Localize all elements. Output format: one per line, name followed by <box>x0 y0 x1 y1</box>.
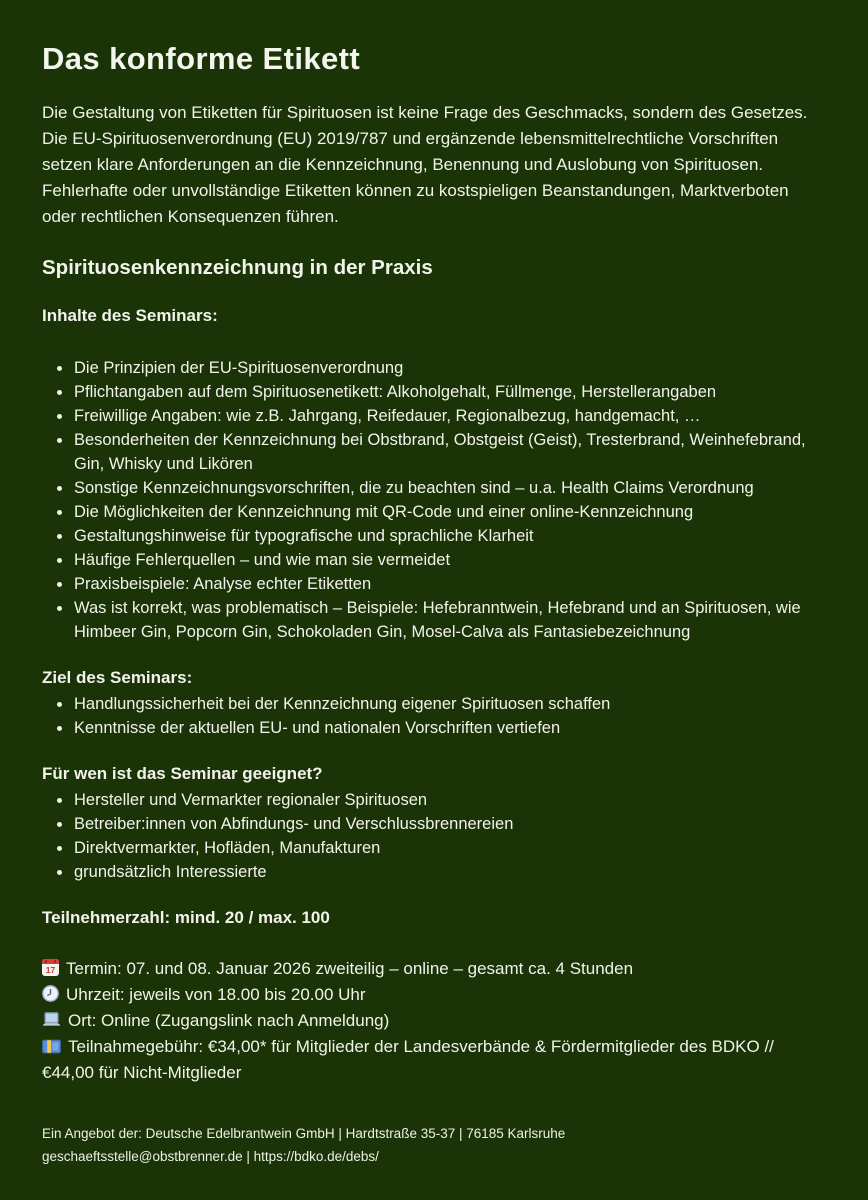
list-item: • Handlungssicherheit bei der Kennzeichnung eigener Spirituosen schaffen <box>73 692 822 716</box>
list-item: • Betreiber:innen von Abfindungs- und Verschlussbrennereien <box>73 812 822 836</box>
list-item: • Pflichtangaben auf dem Spirituosenetikett: Alkoholgehalt, Füllmenge, Herstellerangaben <box>73 380 822 404</box>
detail-line-location <box>42 1008 822 1034</box>
list-item: • Kenntnisse der aktuellen EU- und nationalen Vorschriften vertiefen <box>73 716 822 740</box>
detail-text: Ort: Online (Zugangslink nach Anmeldung) <box>68 1011 390 1030</box>
list-item: • Besonderheiten der Kennzeichnung bei Obstbrand, Obstgeist (Geist), Tresterbrand, Weinhefebrand, Gin, Whisky und Likören <box>73 428 822 476</box>
list-item: • Sonstige Kennzeichnungsvorschriften, die zu beachten sind – u.a. Health Claims Verordnung <box>73 476 822 500</box>
detail-line-fee <box>42 1034 822 1086</box>
clock-icon <box>42 985 59 1002</box>
section-heading: Spirituosenkennzeichnung in der Praxis <box>42 256 433 279</box>
detail-line-time <box>42 982 822 1008</box>
contents-heading: Inhalte des Seminars: <box>42 306 218 325</box>
audience-heading: Für wen ist das Seminar geeignet? <box>42 764 323 783</box>
goals-list <box>42 692 822 740</box>
detail-line-date <box>42 956 822 982</box>
detail-text: Teilnahmegebühr: €34,00* für Mitglieder der Landesverbände & Fördermitglieder des BDKO // €44,00 für Nicht-Mitglieder <box>42 1037 774 1082</box>
footer-contact-line: geschaeftsstelle@obstbrenner.de | https://bdko.de/debs/ <box>42 1149 379 1164</box>
list-item: • Die Prinzipien der EU-Spirituosenverordnung <box>73 356 822 380</box>
detail-text: Uhrzeit: jeweils von 18.00 bis 20.00 Uhr <box>66 985 366 1004</box>
contents-list <box>42 356 822 644</box>
list-item: • Praxisbeispiele: Analyse echter Etiketten <box>73 572 822 596</box>
page-title: Das konforme Etikett <box>42 41 361 76</box>
footer-provider-line: Ein Angebot der: Deutsche Edelbrantwein GmbH | Hardtstraße 35-37 | 76185 Karlsruhe <box>42 1126 566 1141</box>
list-item: • grundsätzlich Interessierte <box>73 860 822 884</box>
detail-text: Termin: 07. und 08. Januar 2026 zweiteilig – online – gesamt ca. 4 Stunden <box>66 959 634 978</box>
intro-paragraph: Die Gestaltung von Etiketten für Spirituosen ist keine Frage des Geschmacks, sondern des Gesetzes. Die EU-Spirituosenverordnung (EU) 2019/787 und ergänzende lebensmittelrechtliche Vorschriften setzen klare Anforderungen an die Kennzeichnung, Benennung und Auslobung von Spirituosen. Fehlerhafte oder unvollständige Etiketten können zu kostspieligen Beanstandungen, Marktverboten oder rechtlichen Konsequenzen führen. <box>42 103 808 226</box>
participants-heading: Teilnehmerzahl: mind. 20 / max. 100 <box>42 908 330 927</box>
list-item: • Die Möglichkeiten der Kennzeichnung mit QR-Code und einer online-Kennzeichnung <box>73 500 822 524</box>
audience-list <box>42 788 822 884</box>
footer <box>42 1122 822 1168</box>
calendar-day: 17 <box>45 964 56 975</box>
laptop-icon <box>42 1011 61 1028</box>
euro-banknote-icon <box>42 1039 61 1054</box>
event-details <box>42 956 822 1086</box>
list-item: • Häufige Fehlerquellen – und wie man sie vermeidet <box>73 548 822 572</box>
goals-heading: Ziel des Seminars: <box>42 668 193 687</box>
calendar-icon <box>42 959 59 976</box>
list-item: • Was ist korrekt, was problematisch – Beispiele: Hefebranntwein, Hefebrand und an Spirituosen, wie Himbeer Gin, Popcorn Gin, Schokoladen Gin, Mosel-Calva als Fantasiebezeichnung <box>73 596 822 644</box>
list-item: • Gestaltungshinweise für typografische und sprachliche Klarheit <box>73 524 822 548</box>
list-item: • Freiwillige Angaben: wie z.B. Jahrgang, Reifedauer, Regionalbezug, handgemacht, … <box>73 404 822 428</box>
list-item: • Direktvermarkter, Hofläden, Manufakturen <box>73 836 822 860</box>
list-item: • Hersteller und Vermarkter regionaler Spirituosen <box>73 788 822 812</box>
